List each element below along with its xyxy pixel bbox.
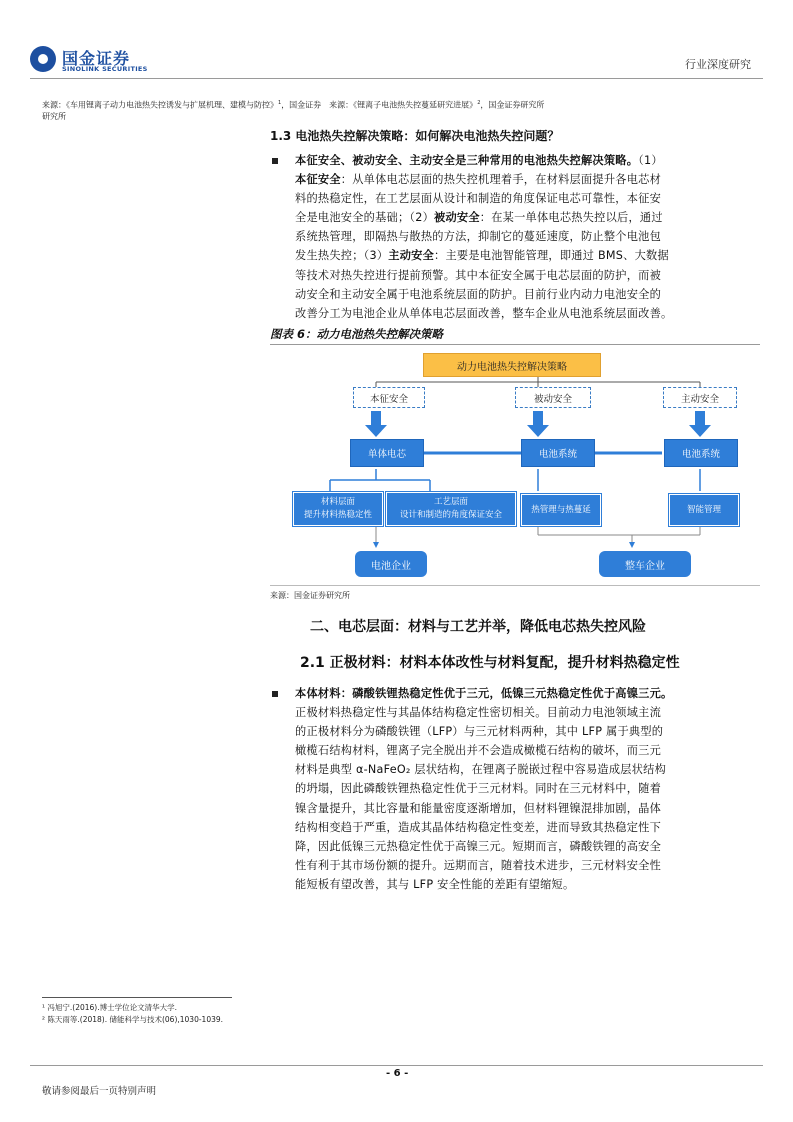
level3-process: 工艺层面 设计和制造的角度保证安全: [386, 492, 516, 526]
level3-thermal-management: 热管理与热蔓延: [521, 494, 601, 526]
logo-text-en: SINOLINK SECURITIES: [62, 65, 148, 73]
section-1-3-paragraph: 本征安全、被动安全、主动安全是三种常用的电池热失控解决策略。（1） 本征安全：从单体电芯层面的热失控机理着手，在材料层面提升各电芯材 料的热稳定性，在工艺层面从设计和制造的角度保证电芯可靠性，本征安 全是电池安全的基础；（2）被动安全：在某一单体电芯热失控以后，通过 系统热管理，即隔热与散热的方法，抑制它的蔓延速度，防止整个电池包 发生热失控；（3）主动安全：主要是电池智能管理，即通过 BMS、大数据 等技术对热失控进行提前预警。其中本征安全属于电芯层面的防护，而被 动安全和主动安全属于电池系统层面的防护。目前行业内动力电池安全的 改善分工为电池企业从单体电芯层面改善，整车企业从电池系统层面改善。: [295, 154, 673, 320]
vehicle-enterprise: 整车企业: [599, 551, 691, 577]
level2-battery-system-1: 电池系统: [521, 439, 595, 467]
top-source-note: 来源：《车用锂离子动力电池热失控诱发与扩展机理、建模与防控》$^1$，国金证券 来源：《锂离子电池热失控蔓延研究进展》$^2$，国金证券研究所 研究所: [42, 100, 545, 121]
level2-battery-system-2: 电池系统: [664, 439, 738, 467]
footer-divider: [30, 1065, 763, 1066]
level3-smart-management: 智能管理: [669, 494, 739, 526]
section-heading-2-1: 2.1 正极材料：材料本体改性与材料复配，提升材料热稳定性: [300, 655, 680, 671]
page-number: - 6 -: [386, 1068, 409, 1079]
disclaimer-note: 敬请参阅最后一页特别声明: [42, 1086, 157, 1097]
figure-title: 图表 6：动力电池热失控解决策略: [270, 326, 760, 345]
category-passive-safety: 被动安全: [515, 387, 591, 408]
logo-icon: [30, 46, 56, 72]
category-active-safety: 主动安全: [663, 387, 737, 408]
report-type: 行业深度研究: [685, 58, 751, 71]
bullet-icon: [272, 691, 278, 697]
figure-source: 来源：国金证券研究所: [270, 591, 350, 600]
bullet-icon: [272, 158, 278, 164]
category-intrinsic-safety: 本征安全: [353, 387, 425, 408]
battery-enterprise: 电池企业: [355, 551, 427, 577]
section-heading-2: 二、电芯层面：材料与工艺并举，降低电芯热失控风险: [310, 619, 646, 635]
section-heading-1-3: 1.3 电池热失控解决策略：如何解决电池热失控问题？: [270, 129, 560, 143]
logo-text-cn: 国金证券: [62, 49, 131, 68]
figure-bottom-divider: [270, 585, 760, 586]
section-2-1-paragraph: 本体材料：磷酸铁锂热稳定性优于三元，低镍三元热稳定性优于高镍三元。 正极材料热稳定性与其晶体结构稳定性密切相关。目前动力电池领域主流 的正极材料分为磷酸铁锂（LFP）与三元材料两种，其中 LFP 属于典型的 橄榄石结构材料，锂离子完全脱出并不会造成橄榄石结构的破坏，而三元 材料是典型 α-NaFeO₂ 层状结构，在锂离子脱嵌过程中容易造成层状结构 的坍塌，因此磷酸铁锂热稳定性优于三元材料。同时在三元材料中，随着 镍含量提升，其比容量和能量密度逐渐增加，但材料锂镍混排加剧，晶体 结构相变趋于严重，造成其晶体结构稳定性变差，进而导致其热稳定性下 降，因此低镍三元热稳定性优于高镍三元。短期而言，磷酸铁锂的高安全 性有利于其市场份额的提升。远期而言，随着技术进步，三元材料安全性 能短板有望改善，其与 LFP 安全性能的差距有望缩短。: [295, 687, 673, 891]
header-divider: [30, 78, 763, 79]
footnote-1: ¹ 冯旭宁.(2016).博士学位论文清华大学.: [42, 1003, 177, 1012]
level3-material: 材料层面 提升材料热稳定性: [293, 492, 383, 526]
level2-cell: 单体电芯: [350, 439, 424, 467]
footnote-2: ² 陈天雨等.(2018). 储能科学与技术(06),1030-1039.: [42, 1015, 224, 1024]
footnote-divider: [42, 997, 232, 998]
diagram-title-box: 动力电池热失控解决策略: [423, 353, 601, 377]
